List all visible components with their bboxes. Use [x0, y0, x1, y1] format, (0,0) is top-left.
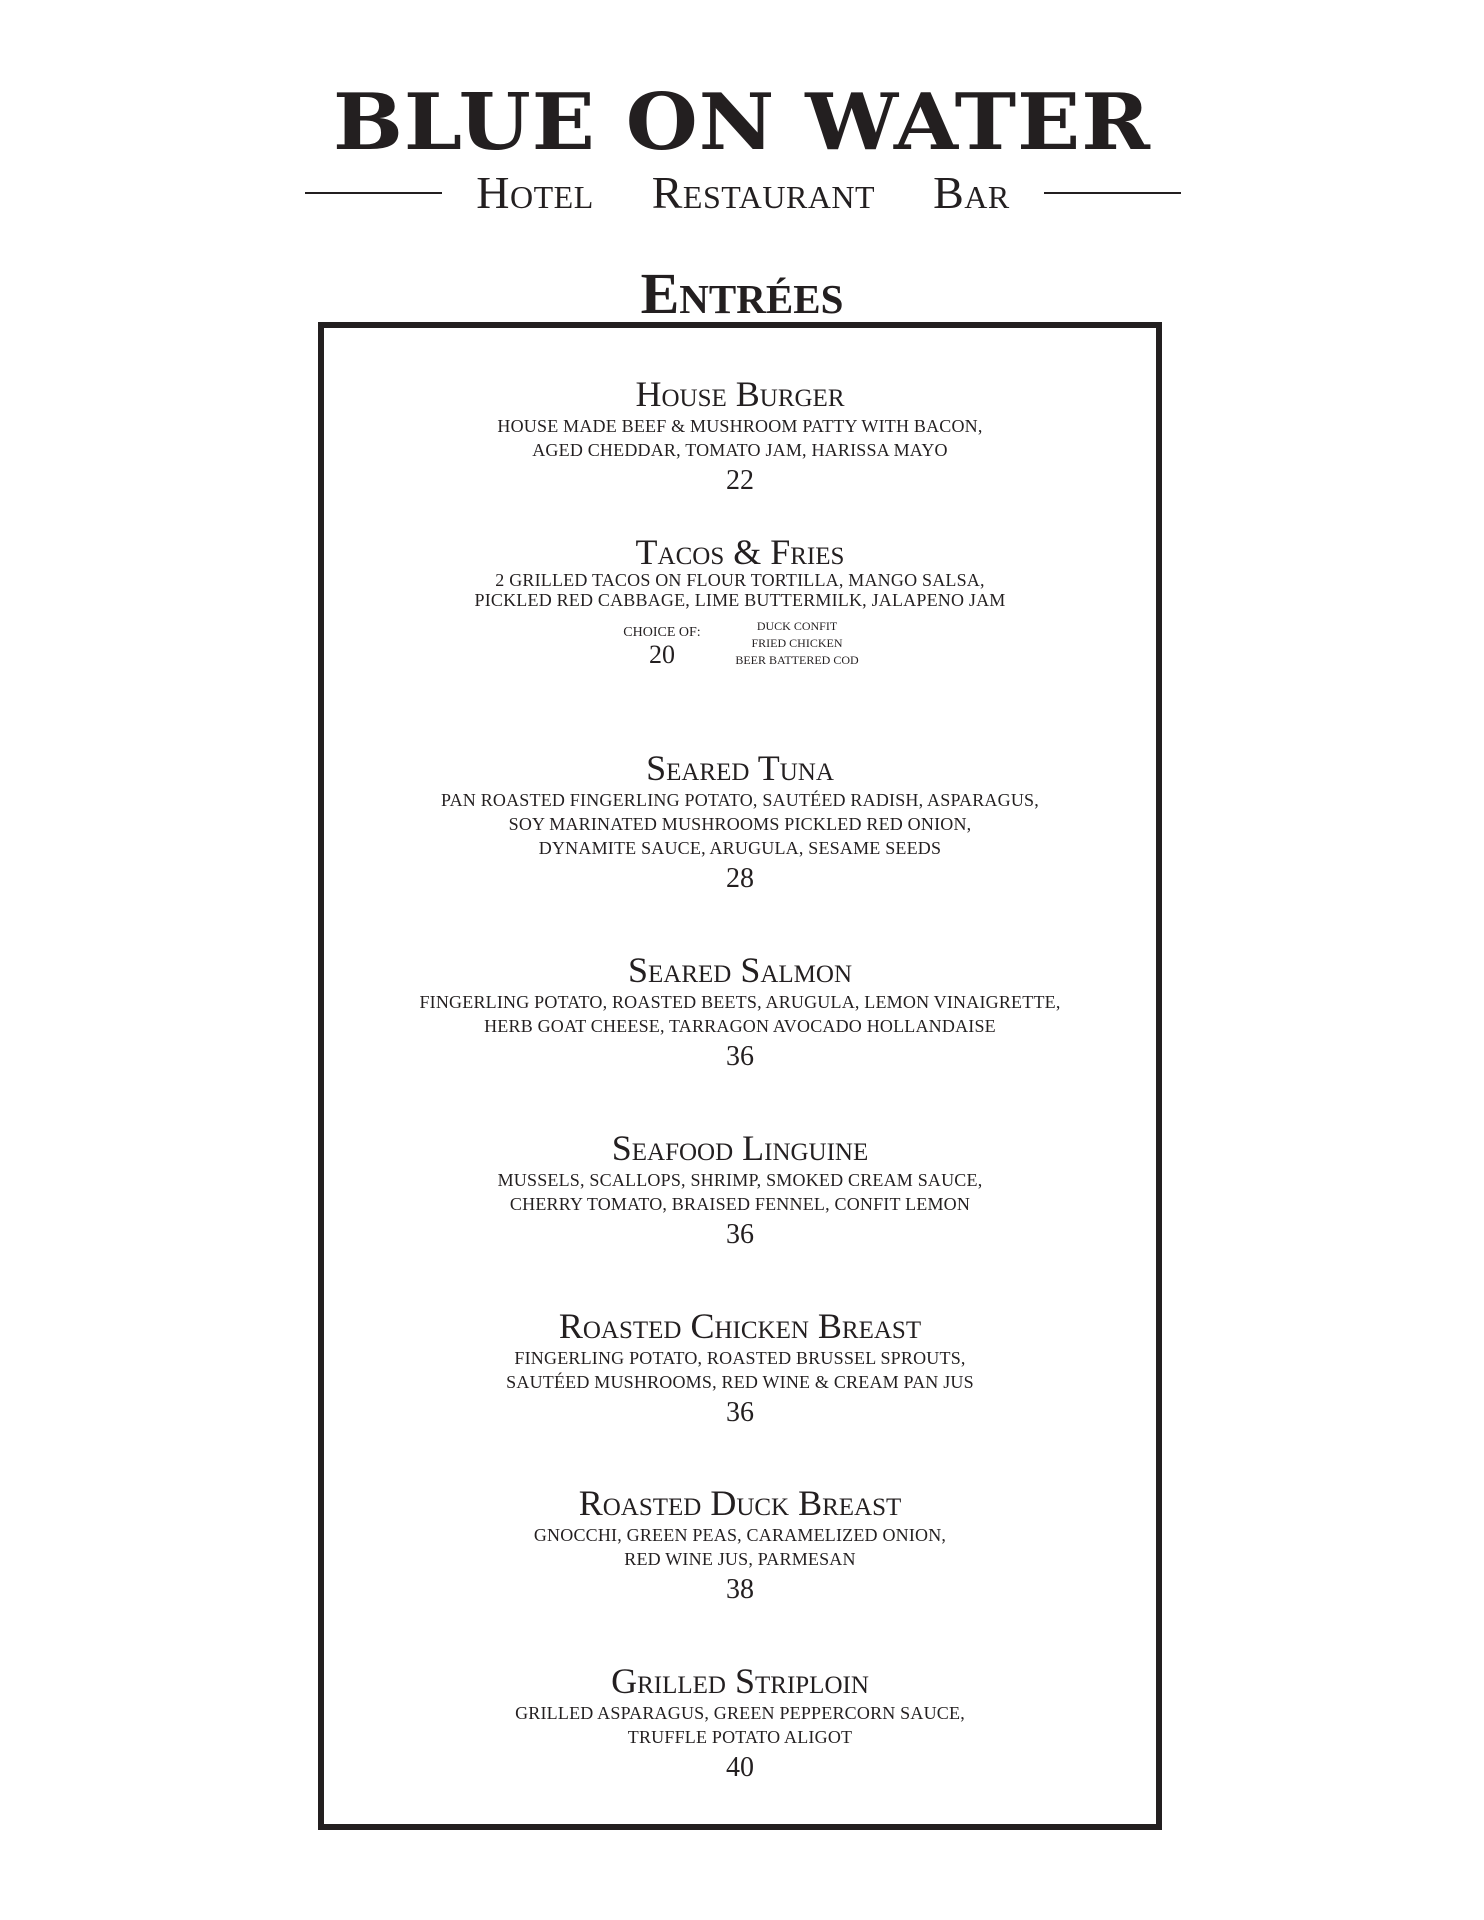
menu-item-house-burger: [324, 374, 1156, 500]
item-price: 28: [726, 863, 754, 894]
menu-item-roasted-duck-breast: [324, 1483, 1156, 1609]
item-description: PICKLED RED CABBAGE, LIME BUTTERMILK, JALAPENO JAM: [474, 590, 1006, 610]
item-name: Roasted Duck Breast: [578, 1483, 902, 1523]
subtitle-bar: Bar: [933, 167, 1010, 218]
choice-options: [722, 618, 872, 669]
item-description: 2 GRILLED TACOS ON FLOUR TORTILLA, MANGO SALSA,: [495, 570, 985, 590]
item-description: TRUFFLE POTATO ALIGOT: [627, 1727, 853, 1747]
choice-option: DUCK CONFIT: [756, 619, 838, 633]
brand-subtitle: [442, 168, 1044, 218]
brand-subtitle-row: [305, 168, 1181, 218]
item-price: 38: [726, 1574, 754, 1605]
item-description: MUSSELS, SCALLOPS, SHRIMP, SMOKED CREAM SAUCE,: [497, 1170, 983, 1190]
item-description: GRILLED ASPARAGUS, GREEN PEPPERCORN SAUCE,: [515, 1703, 965, 1723]
brand-title: BLUE ON WATER: [332, 77, 1152, 168]
item-description: HERB GOAT CHEESE, TARRAGON AVOCADO HOLLANDAISE: [484, 1016, 996, 1036]
item-price: 36: [726, 1041, 754, 1072]
item-description: SOY MARINATED MUSHROOMS PICKLED RED ONION,: [508, 814, 972, 834]
choice-option: FRIED CHICKEN: [751, 636, 843, 650]
menu-frame: [318, 322, 1162, 1830]
item-description: CHERRY TOMATO, BRAISED FENNEL, CONFIT LEMON: [509, 1194, 971, 1214]
item-name: Grilled Striploin: [611, 1661, 869, 1701]
tacos-choice-block: [324, 619, 1156, 684]
item-price: 36: [726, 1397, 754, 1428]
item-name: Tacos & Fries: [635, 532, 845, 572]
menu-item-tacos-fries: [324, 534, 1156, 610]
item-description: GNOCCHI, GREEN PEAS, CARAMELIZED ONION,: [533, 1525, 947, 1545]
item-name: Seared Tuna: [646, 748, 834, 788]
menu-item-seared-salmon: [324, 950, 1156, 1076]
item-price: 36: [726, 1219, 754, 1250]
menu-item-seared-tuna: [324, 748, 1156, 898]
item-description: PAN ROASTED FINGERLING POTATO, SAUTÉED RADISH, ASPARAGUS,: [441, 790, 1039, 810]
subtitle-restaurant: Restaurant: [651, 167, 876, 218]
item-description: SAUTÉED MUSHROOMS, RED WINE & CREAM PAN JUS: [506, 1372, 974, 1392]
item-name: Seafood Linguine: [611, 1128, 869, 1168]
menu-item-seafood-linguine: [324, 1128, 1156, 1254]
item-description: DYNAMITE SAUCE, ARUGULA, SESAME SEEDS: [538, 838, 942, 858]
item-price: 20: [649, 640, 675, 669]
item-name: Roasted Chicken Breast: [558, 1306, 922, 1346]
item-description: HOUSE MADE BEEF & MUSHROOM PATTY WITH BACON,: [497, 416, 983, 436]
right-rule: [1044, 192, 1181, 194]
choice-option: BEER BATTERED COD: [735, 653, 859, 667]
choice-label: CHOICE OF:: [623, 625, 701, 640]
item-price: 22: [726, 465, 754, 496]
left-rule: [305, 192, 442, 194]
item-name: House Burger: [635, 374, 845, 414]
item-description: FINGERLING POTATO, ROASTED BEETS, ARUGULA, LEMON VINAIGRETTE,: [419, 992, 1061, 1012]
item-price: 40: [726, 1752, 754, 1783]
choice-left: [612, 624, 712, 668]
menu-item-grilled-striploin: [324, 1661, 1156, 1787]
section-title: Entrées: [640, 261, 844, 326]
menu-item-roasted-chicken-breast: [324, 1306, 1156, 1432]
item-description: FINGERLING POTATO, ROASTED BRUSSEL SPROUTS,: [514, 1348, 966, 1368]
item-description: AGED CHEDDAR, TOMATO JAM, HARISSA MAYO: [532, 440, 948, 460]
item-description: RED WINE JUS, PARMESAN: [624, 1549, 856, 1569]
subtitle-hotel: Hotel: [476, 167, 594, 218]
item-name: Seared Salmon: [627, 950, 853, 990]
